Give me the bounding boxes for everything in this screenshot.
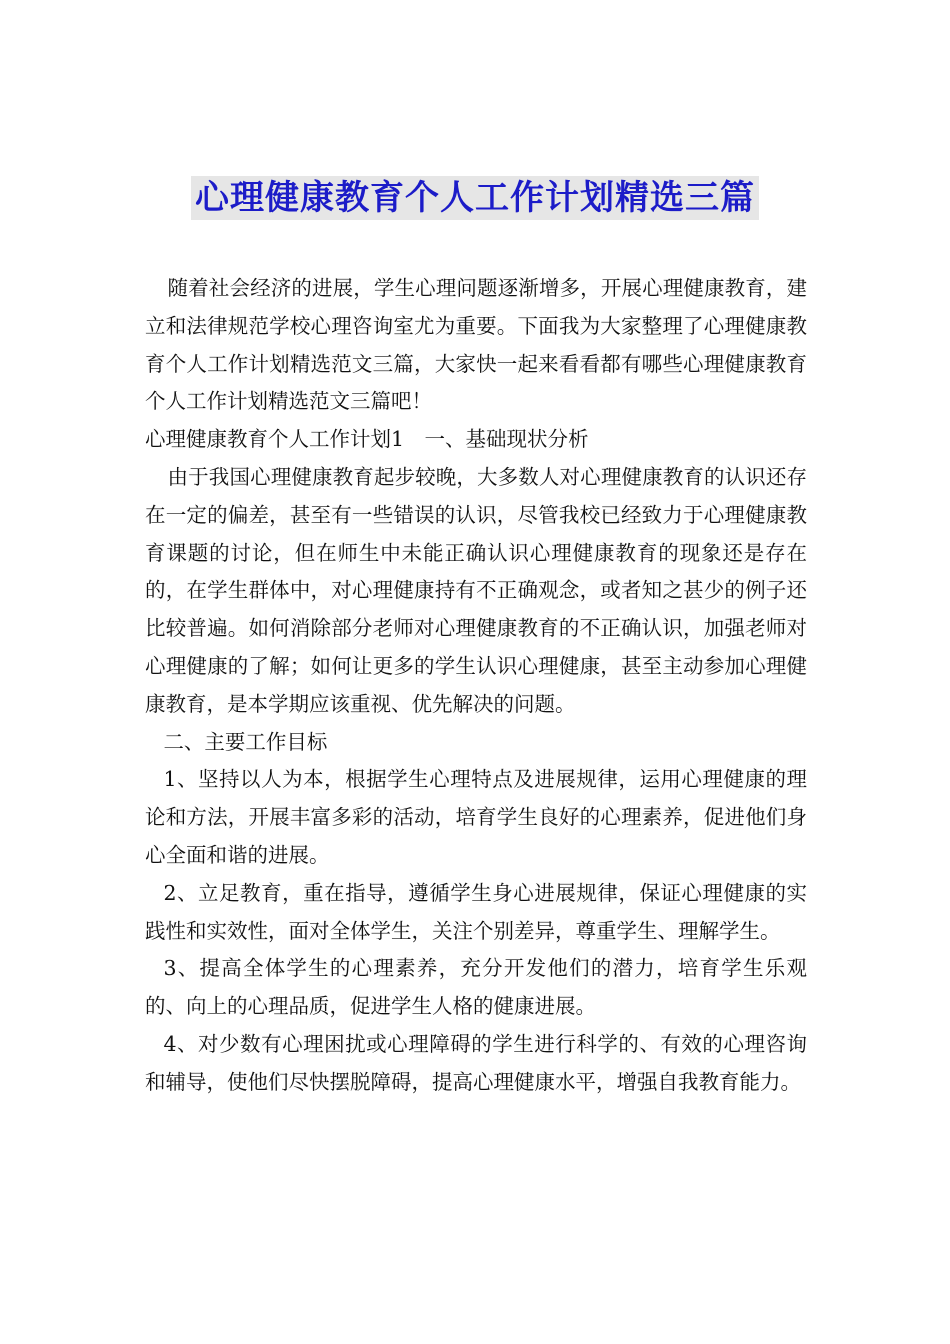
status-analysis-paragraph: 由于我国心理健康教育起步较晚，大多数人对心理健康教育的认识还存在一定的偏差，甚至有一些错误的认识，尽管我校已经致力于心理健康教育课题的讨论，但在师生中未能正确认识心理健康教育的现象还是存在的，在学生群体中，对心理健康持有不正确观念，或者知之甚少的例子还比较普遍。如何消除部分老师对心理健康教育的不正确认识，加强老师对心理健康的了解；如何让更多的学生认识心理健康，甚至主动参加心理健康教育，是本学期应该重视、优先解决的问题。: [145, 464, 807, 716]
goal-item-3: 3、提高全体学生的心理素养，充分开发他们的潜力，培育学生乐观的、向上的心理品质，促进学生人格的健康进展。: [145, 956, 807, 1019]
goal-item-1: 1、坚持以人为本，根据学生心理特点及进展规律，运用心理健康的理论和方法，开展丰富多彩的活动，培育学生良好的心理素养，促进他们身心全面和谐的进展。: [145, 767, 807, 867]
title-container: [0, 176, 950, 220]
goal-item-2: 2、立足教育，重在指导，遵循学生身心进展规律，保证心理健康的实践性和实效性，面对全体学生，关注个别差异，尊重学生、理解学生。: [145, 880, 807, 943]
document-body: [145, 270, 807, 1102]
goal-item-4: 4、对少数有心理困扰或心理障碍的学生进行科学的、有效的心理咨询和辅导，使他们尽快摆脱障碍，提高心理健康水平，增强自我教育能力。: [145, 1031, 807, 1094]
intro-paragraph: 随着社会经济的进展，学生心理问题逐渐增多，开展心理健康教育，建立和法律规范学校心理咨询室尤为重要。下面我为大家整理了心理健康教育个人工作计划精选范文三篇，大家快一起来看看都有哪些心理健康教育个人工作计划精选范文三篇吧！: [145, 276, 807, 414]
section-heading-goals: 二、主要工作目标: [163, 729, 328, 754]
section-heading-plan-1: 心理健康教育个人工作计划1 一、基础现状分析: [145, 427, 589, 452]
document-title: 心理健康教育个人工作计划精选三篇: [191, 176, 759, 220]
